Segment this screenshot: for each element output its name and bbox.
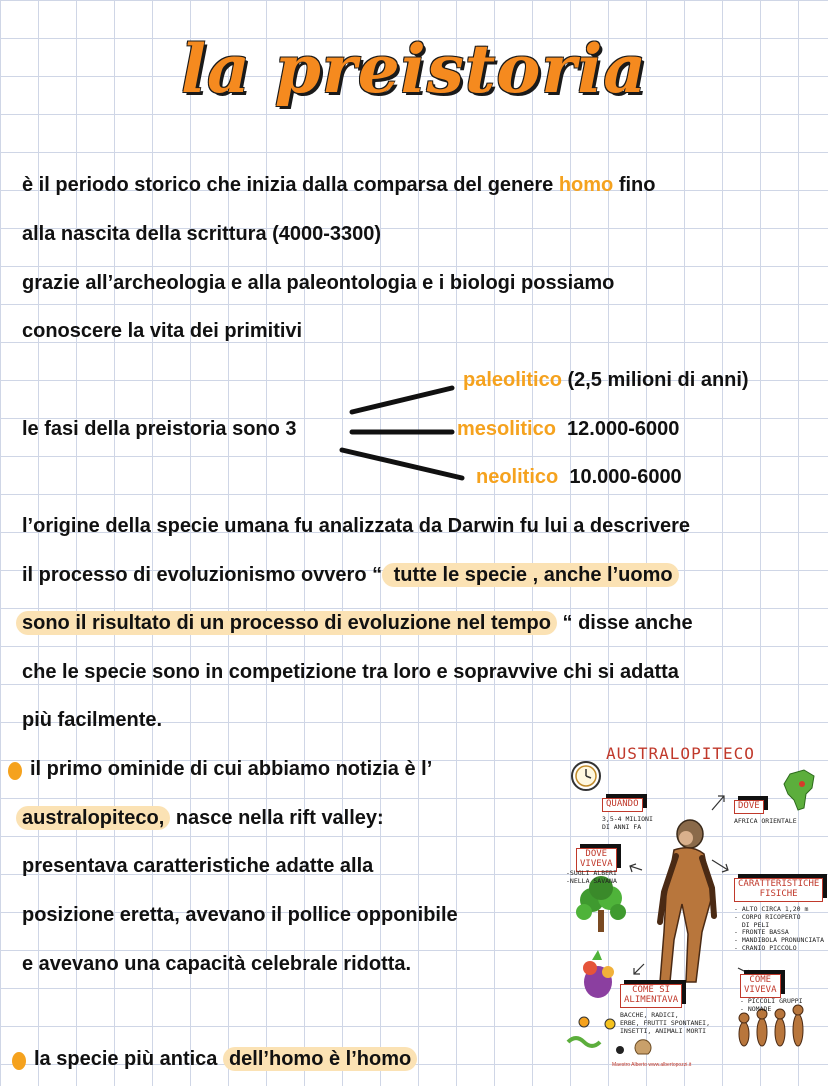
caratteristiche-tag: CARATTERISTICHE FISICHE — [734, 878, 823, 902]
highlighted-keyword: dell’homo è l’homo — [223, 1047, 417, 1071]
austr-text: nasce nella rift valley: — [170, 807, 384, 829]
phase-detail: (2,5 milioni di anni) — [567, 369, 749, 391]
come-viveva-tag: COME VIVEVA — [740, 974, 781, 998]
phase-detail: 10.000-6000 — [569, 466, 682, 488]
darwin-line-4: che le specie sono in competizione tra loro e sopravvive chi si adatta — [22, 661, 679, 683]
come-viveva-note: - PICCOLI GRUPPI - NOMADE — [740, 997, 803, 1013]
darwin-line-3 — [16, 612, 693, 635]
austr-line-4: posizione eretta, avevano il pollice opponibile — [22, 904, 458, 926]
darwin-line-2 — [22, 564, 679, 587]
darwin-line-5: più facilmente. — [22, 709, 163, 731]
phase-neolitico — [476, 466, 682, 489]
intro-line-4: conoscere la vita dei primitivi — [22, 320, 303, 342]
intro-line-1 — [22, 174, 656, 197]
darwin-text: “ disse anche — [556, 612, 693, 634]
phase-name: neolitico — [476, 466, 559, 488]
austr-line-1: il primo ominide di cui abbiamo notizia è l’ — [30, 758, 433, 780]
phase-name: paleolitico — [463, 369, 562, 391]
hominid-icon — [660, 820, 714, 982]
panel-title: AUSTRALOPITECO — [606, 744, 755, 763]
australopiteco-infographic — [562, 738, 825, 1078]
homo-line-1 — [34, 1048, 417, 1071]
austr-line-2 — [16, 807, 384, 830]
highlighted-quote: sono il risultato di un processo di evoluzione nel tempo — [16, 611, 557, 635]
intro-text: è il periodo storico che inizia dalla comparsa del genere — [22, 174, 559, 196]
phase-paleolitico — [463, 369, 749, 392]
caratteristiche-note: - ALTO CIRCA 1,20 m - CORPO RICOPERTO DI PELI - FRONTE BASSA - MANDIBOLA PRONUNCIATA - CRANIO PICCOLO — [734, 905, 825, 952]
africa-map-icon — [784, 770, 814, 810]
page-title: la preistoria — [180, 30, 648, 108]
dove-tag: DOVE — [734, 800, 764, 814]
austr-line-3: presentava caratteristiche adatte alla — [22, 855, 374, 877]
phase-detail: 12.000-6000 — [567, 418, 680, 440]
homo-keyword: homo — [558, 174, 614, 196]
bullet-dot — [12, 1052, 26, 1070]
dove-note: AFRICA ORIENTALE — [734, 817, 797, 825]
quando-tag: QUANDO — [602, 798, 643, 812]
darwin-text: il processo di evoluzionismo ovvero “ — [22, 564, 383, 586]
intro-line-2: alla nascita della scrittura (4000-3300) — [22, 223, 382, 245]
come-alimentava-tag: COME SI ALIMENTAVA — [620, 984, 682, 1008]
clock-icon — [572, 762, 600, 790]
branch-lines — [330, 380, 470, 490]
phase-name: mesolitico — [457, 418, 556, 440]
dove-viveva-tag: DOVE VIVEVA — [576, 848, 617, 872]
highlighted-quote: tutte le specie , anche l’uomo — [382, 563, 679, 587]
food-icon — [583, 950, 614, 998]
intro-text: fino — [613, 174, 656, 196]
phases-label: le fasi della preistoria sono 3 — [22, 418, 297, 440]
quando-note: 3,5-4 MILIONI DI ANNI FA — [602, 815, 653, 831]
homo-text: la specie più antica — [34, 1048, 223, 1070]
intro-line-3: grazie all’archeologia e alla paleontologia e i biologi possiamo — [22, 272, 615, 294]
highlighted-keyword: australopiteco, — [16, 806, 170, 830]
dove-viveva-note: -SUGLI ALBERI -NELLA SAVANA — [566, 869, 617, 885]
darwin-line-1: l’origine della specie umana fu analizzata da Darwin fu lui a descrivere — [22, 515, 690, 537]
phase-mesolitico — [457, 418, 679, 441]
austr-line-5: e avevano una capacità celebrale ridotta. — [22, 953, 412, 975]
come-alimentava-note: BACCHE, RADICI, ERBE, FRUTTI SPONTANEI, INSETTI, ANIMALI MORTI — [620, 1011, 711, 1035]
bullet-dot — [8, 762, 22, 780]
credit-text: Maestro Alberto www.albertopozzi.it — [612, 1062, 692, 1068]
